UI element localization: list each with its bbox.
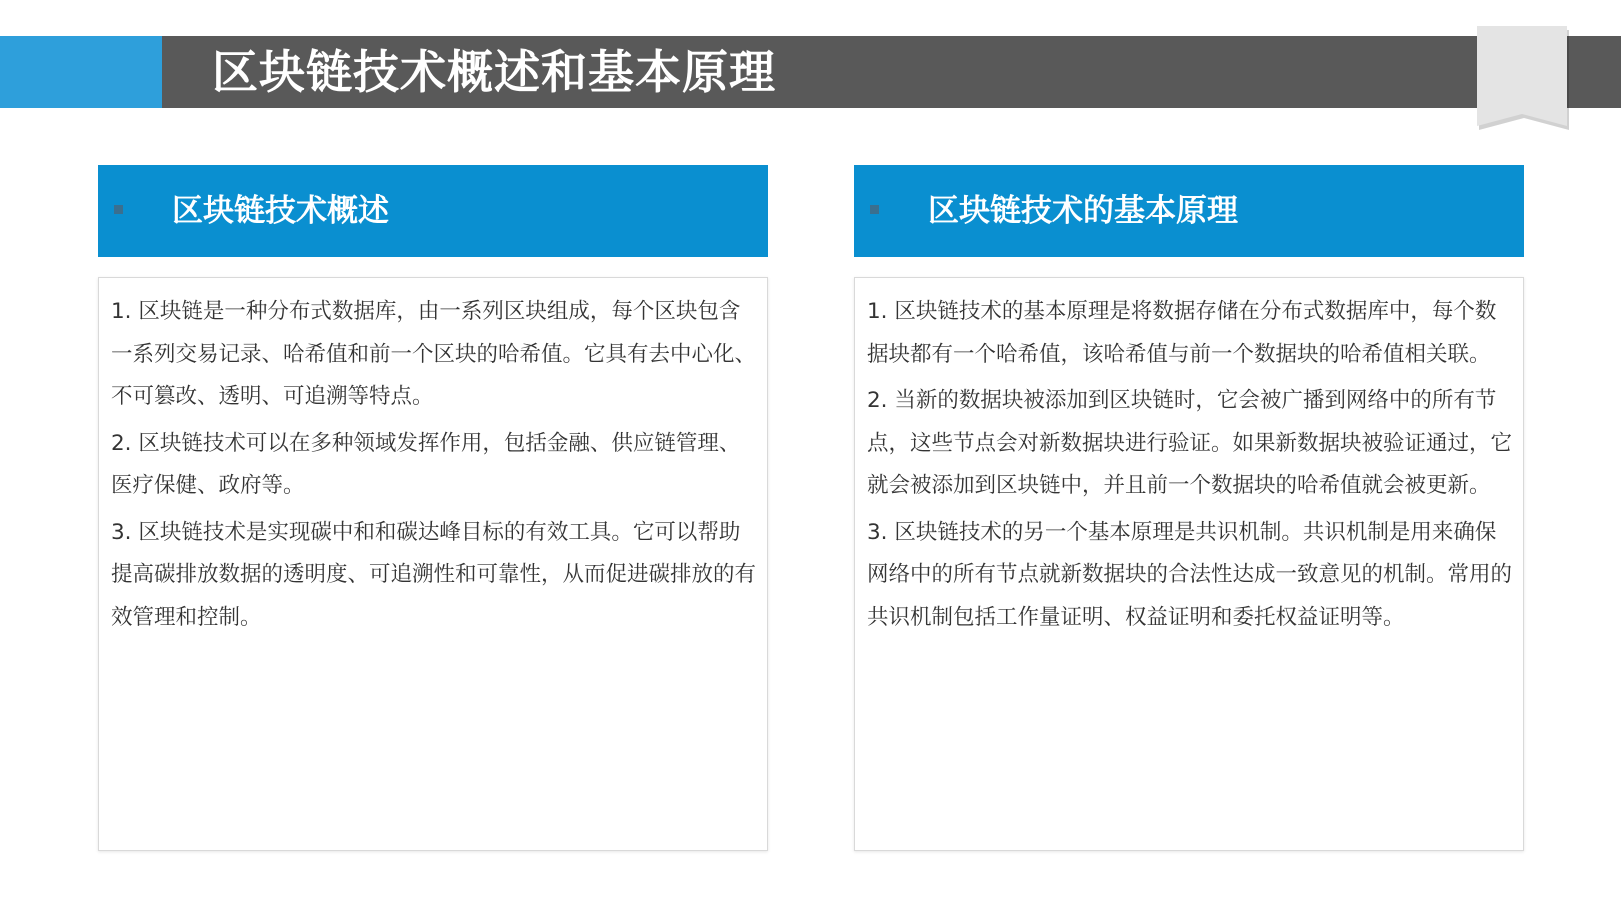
square-bullet-icon [114, 205, 123, 214]
slide-title: 区块链技术概述和基本原理 [212, 45, 776, 99]
paragraph: 2. 区块链技术可以在多种领域发挥作用，包括金融、供应链管理、医疗保健、政府等。 [111, 430, 741, 498]
panel-body-principles [854, 277, 1524, 851]
paragraph: 3. 区块链技术的另一个基本原理是共识机制。共识机制是用来确保网络中的所有节点就新数据块的合法性达成一致意见的机制。常用的共识机制包括工作量证明、权益证明和委托权益证明等。 [867, 519, 1513, 630]
panel-header-principles [854, 165, 1524, 257]
panel-heading: 区块链技术概述 [172, 193, 389, 229]
panel-text [111, 291, 761, 643]
bookmark-icon [1477, 26, 1567, 126]
paragraph: 2. 当新的数据块被添加到区块链时，它会被广播到网络中的所有节点，这些节点会对新数据块进行验证。如果新数据块被验证通过，它就会被添加到区块链中，并且前一个数据块的哈希值就会被更新。 [867, 388, 1513, 498]
panel-heading: 区块链技术的基本原理 [928, 193, 1238, 229]
paragraph: 3. 区块链技术是实现碳中和和碳达峰目标的有效工具。它可以帮助提高碳排放数据的透明度、可追溯性和可靠性，从而促进碳排放的有效管理和控制。 [111, 519, 757, 630]
panel-text [867, 291, 1517, 643]
paragraph: 1. 区块链技术的基本原理是将数据存储在分布式数据库中，每个数据块都有一个哈希值，该哈希值与前一个数据块的哈希值相关联。 [867, 299, 1497, 367]
paragraph: 1. 区块链是一种分布式数据库，由一系列区块组成，每个区块包含一系列交易记录、哈希值和前一个区块的哈希值。它具有去中心化、不可篡改、透明、可追溯等特点。 [111, 299, 757, 409]
panel-header-overview [98, 165, 768, 257]
square-bullet-icon [870, 205, 879, 214]
panel-body-overview [98, 277, 768, 851]
title-accent-block [0, 36, 162, 108]
